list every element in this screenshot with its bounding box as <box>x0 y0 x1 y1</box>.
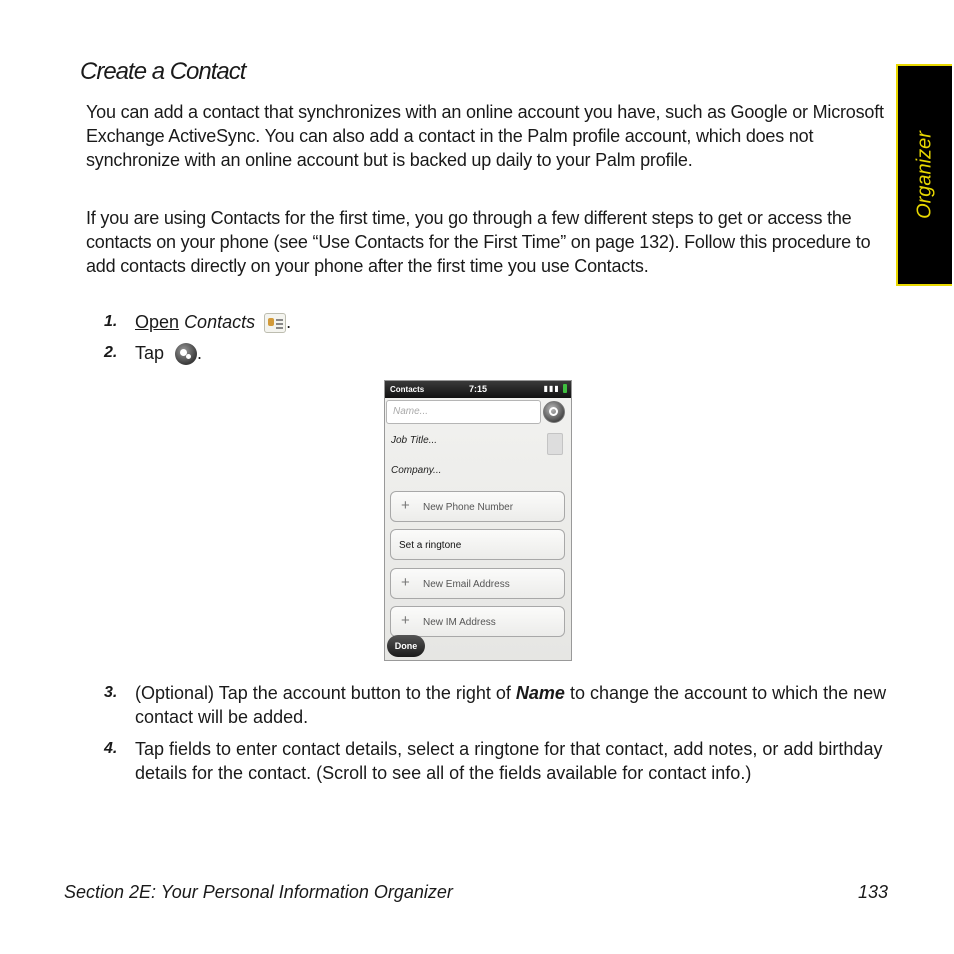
row-label: New Email Address <box>423 579 510 590</box>
contacts-app-name: Contacts <box>184 312 256 332</box>
step-4-text: Tap fields to enter contact details, select a ringtone for that contact, add notes, or add birthday details for the contact. (Scroll to see all of the fields available for contact info.) <box>135 739 883 783</box>
phone-screenshot <box>384 380 572 661</box>
organizer-side-tab <box>896 64 952 286</box>
step-2-text: Tap <box>135 343 165 363</box>
add-contact-icon <box>175 343 197 365</box>
step-4-number: 4. <box>104 740 118 757</box>
step-2-number: 2. <box>104 344 118 361</box>
set-ringtone-row[interactable] <box>390 529 565 560</box>
name-input[interactable]: Name... <box>386 400 541 424</box>
account-button-icon[interactable] <box>543 401 565 423</box>
plus-icon: + <box>401 497 410 514</box>
battery-icon <box>563 384 567 393</box>
first-time-paragraph: If you are using Contacts for the first time, you go through a few different steps to get or access the contacts on your phone (see “Use Contacts for the First Time” on page 132). Follow this procedure to add contacts directly on your phone after the first time you use Contacts. <box>86 208 871 276</box>
intro-paragraph: You can add a contact that synchronizes with an online account you have, such as Google or Microsoft Exchange ActiveSync. You can also add a contact in the Palm profile account, which does not synchronize with an online account but is backed up daily to your Palm profile. <box>86 102 884 170</box>
step-1-period: . <box>286 312 292 332</box>
side-tab-label: Organizer <box>913 131 936 219</box>
status-app-name: Contacts <box>390 385 425 394</box>
new-im-address-row[interactable] <box>390 606 565 637</box>
name-term: Name <box>515 683 565 703</box>
step-1-number: 1. <box>104 313 118 330</box>
done-button[interactable]: Done <box>387 635 425 657</box>
page-number: 133 <box>858 882 889 902</box>
status-time: 7:15 <box>469 384 488 394</box>
footer-section-title: Section 2E: Your Personal Information Organizer <box>64 882 453 902</box>
new-email-address-row[interactable] <box>390 568 565 599</box>
plus-icon: + <box>401 612 410 629</box>
row-label: Set a ringtone <box>399 540 462 551</box>
photo-placeholder-icon[interactable] <box>547 433 563 455</box>
row-label: New Phone Number <box>423 502 514 513</box>
row-label: New IM Address <box>423 617 496 628</box>
signal-icon: ▮▮▮ <box>544 384 567 393</box>
company-field[interactable]: Company... <box>391 465 442 476</box>
step-3-text-before: (Optional) Tap the account button to the right of <box>135 683 516 703</box>
step-3-number: 3. <box>104 684 118 701</box>
step-2-period: . <box>197 343 203 363</box>
job-title-field[interactable]: Job Title... <box>391 435 438 446</box>
step-3-text-after: to change the account to which the new contact will be added. <box>135 683 887 727</box>
plus-icon: + <box>401 574 410 591</box>
section-heading: Create a Contact <box>80 58 246 85</box>
status-bar <box>385 381 571 398</box>
contacts-app-icon <box>264 313 286 333</box>
new-phone-number-row[interactable] <box>390 491 565 522</box>
open-link[interactable]: Open <box>135 312 180 332</box>
